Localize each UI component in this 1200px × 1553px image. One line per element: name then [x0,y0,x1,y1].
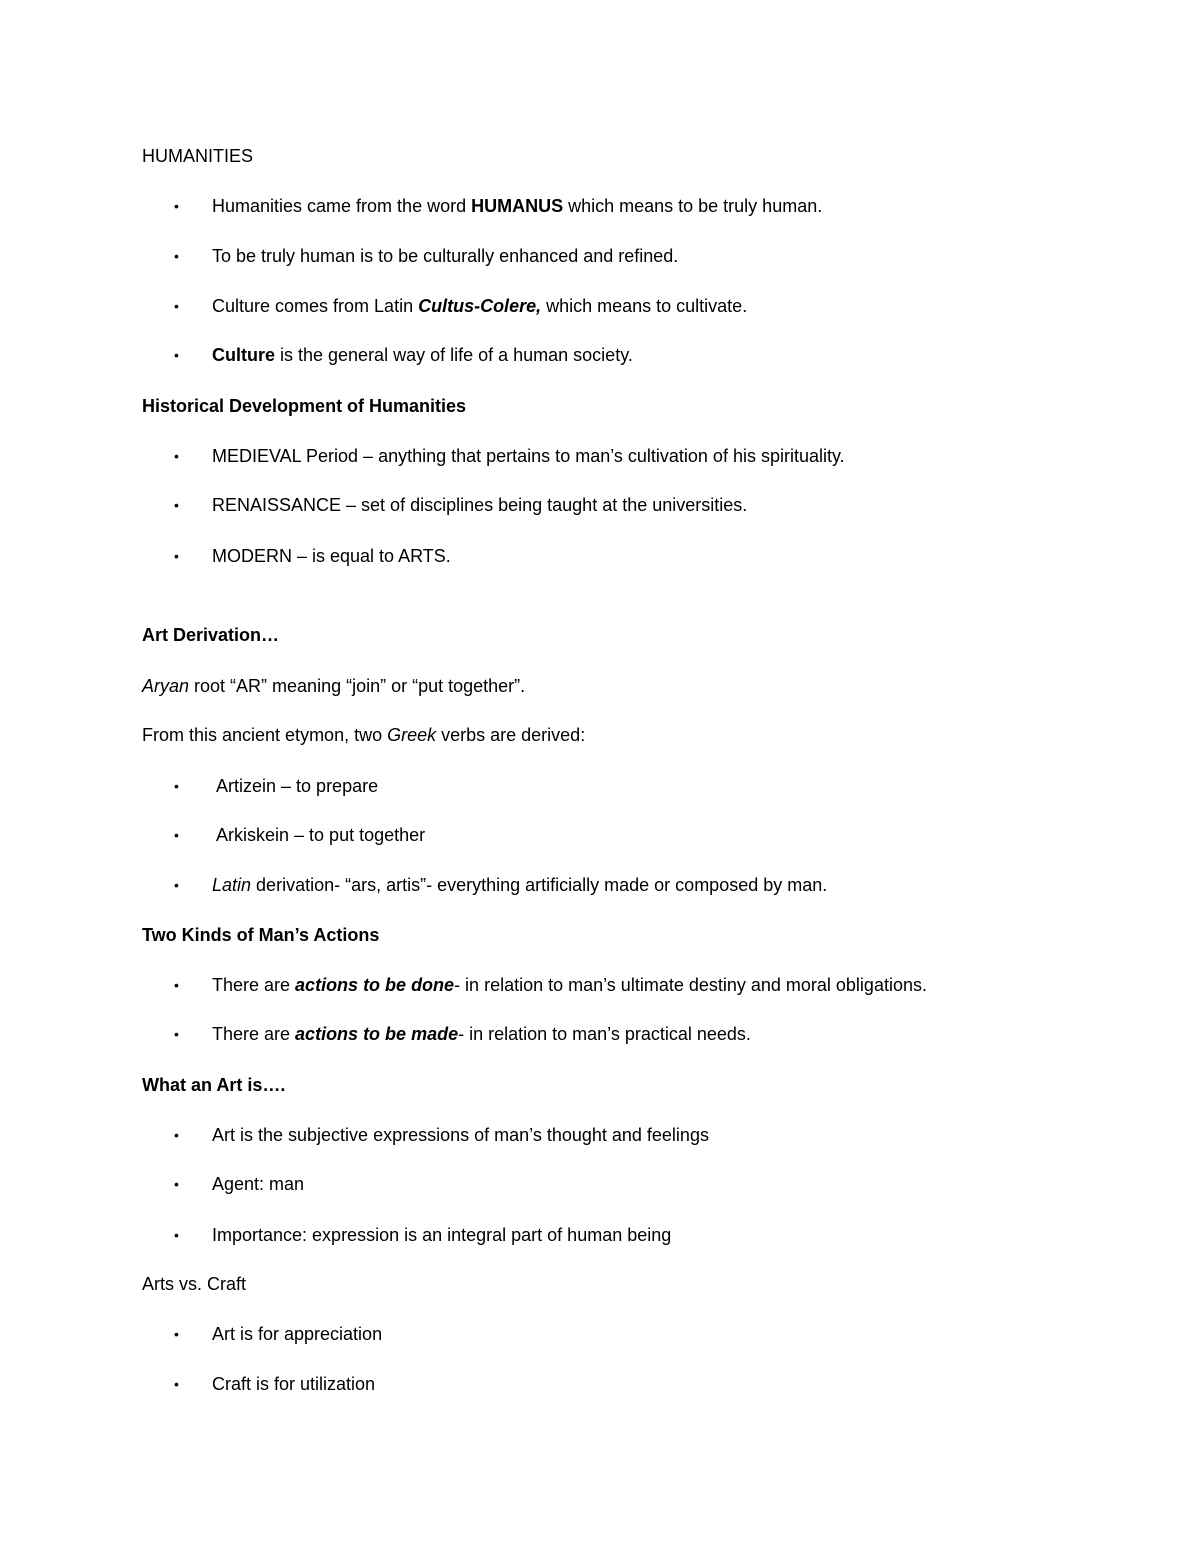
item-text: Art is for appreciation [212,1324,383,1344]
paragraph [142,674,525,698]
bullet-icon: • [174,977,179,993]
emphasis-text: HUMANUS [471,196,564,216]
list-item [174,444,845,468]
section-heading: Art Derivation… [142,625,280,645]
list-item [174,774,378,798]
item-text: MODERN – is equal to ARTS. [212,546,451,566]
emphasis-text: actions to be made [295,1024,459,1044]
bullet-icon: • [174,298,179,314]
list-item [174,973,927,997]
bullet-icon: • [174,347,179,363]
item-text: RENAISSANCE – set of disciplines being taught at the universities. [212,495,748,515]
item-text: MEDIEVAL Period – anything that pertains to man’s cultivation of his spirituality. [212,446,845,466]
list-item [174,294,747,318]
section-heading: Two Kinds of Man’s Actions [142,925,380,945]
list-item [174,544,451,568]
list-item [174,1322,382,1346]
bullet-icon: • [174,548,179,564]
bullet-icon: • [174,1176,179,1192]
list-item [174,1123,709,1147]
item-text: - in relation to man’s practical needs. [458,1024,751,1044]
item-text: Agent: man [212,1174,305,1194]
emphasis-text: Latin [212,875,252,895]
bullet-icon: • [174,1127,179,1143]
list-item [174,1223,671,1247]
bullet-icon: • [174,1026,179,1042]
paragraph-text: From this ancient etymon, two [142,725,388,745]
paragraph-text: verbs are derived: [436,725,586,745]
item-text: There are [212,975,296,995]
bullet-icon: • [174,1376,179,1392]
emphasis-text: Greek [387,725,437,745]
bullet-icon: • [174,248,179,264]
bullet-icon: • [174,778,179,794]
emphasis-text: Cultus-Colere, [418,296,542,316]
list-item [174,873,827,897]
item-text: Craft is for utilization [212,1374,376,1394]
emphasis-text: actions to be done [295,975,455,995]
paragraph-text: root “AR” meaning “join” or “put together”. [189,676,526,696]
item-text: Art is the subjective expressions of man’s thought and feelings [212,1125,709,1145]
bullet-icon: • [174,1227,179,1243]
bullet-icon: • [174,448,179,464]
item-text: Arkiskein – to put together [212,825,426,845]
item-text: Artizein – to prepare [212,776,379,796]
list-item [174,823,425,847]
paragraph [142,723,585,747]
bullet-icon: • [174,827,179,843]
bullet-icon: • [174,198,179,214]
item-text: derivation- “ars, artis”- everything artificially made or composed by man. [251,875,828,895]
item-text: is the general way of life of a human society. [275,345,633,365]
emphasis-text: Culture [212,345,275,365]
emphasis-text: Aryan [142,676,190,696]
item-text: Culture comes from Latin [212,296,419,316]
list-item [174,1172,304,1196]
bullet-icon: • [174,1326,179,1342]
list-item [174,244,678,268]
section-heading: Arts vs. Craft [142,1274,247,1294]
bullet-icon: • [174,497,179,513]
item-text: There are [212,1024,296,1044]
item-text: To be truly human is to be culturally enhanced and refined. [212,246,679,266]
list-item [174,343,633,367]
item-text: Humanities came from the word [212,196,472,216]
document-title: HUMANITIES [142,146,254,166]
item-text: - in relation to man’s ultimate destiny and moral obligations. [454,975,927,995]
list-item [174,493,747,517]
list-item [174,1372,375,1396]
item-text: which means to be truly human. [563,196,823,216]
section-heading: Historical Development of Humanities [142,396,467,416]
item-text: which means to cultivate. [541,296,748,316]
bullet-icon: • [174,877,179,893]
list-item [174,1022,751,1046]
list-item [174,194,822,218]
section-heading: What an Art is…. [142,1075,286,1095]
item-text: Importance: expression is an integral part of human being [212,1225,672,1245]
